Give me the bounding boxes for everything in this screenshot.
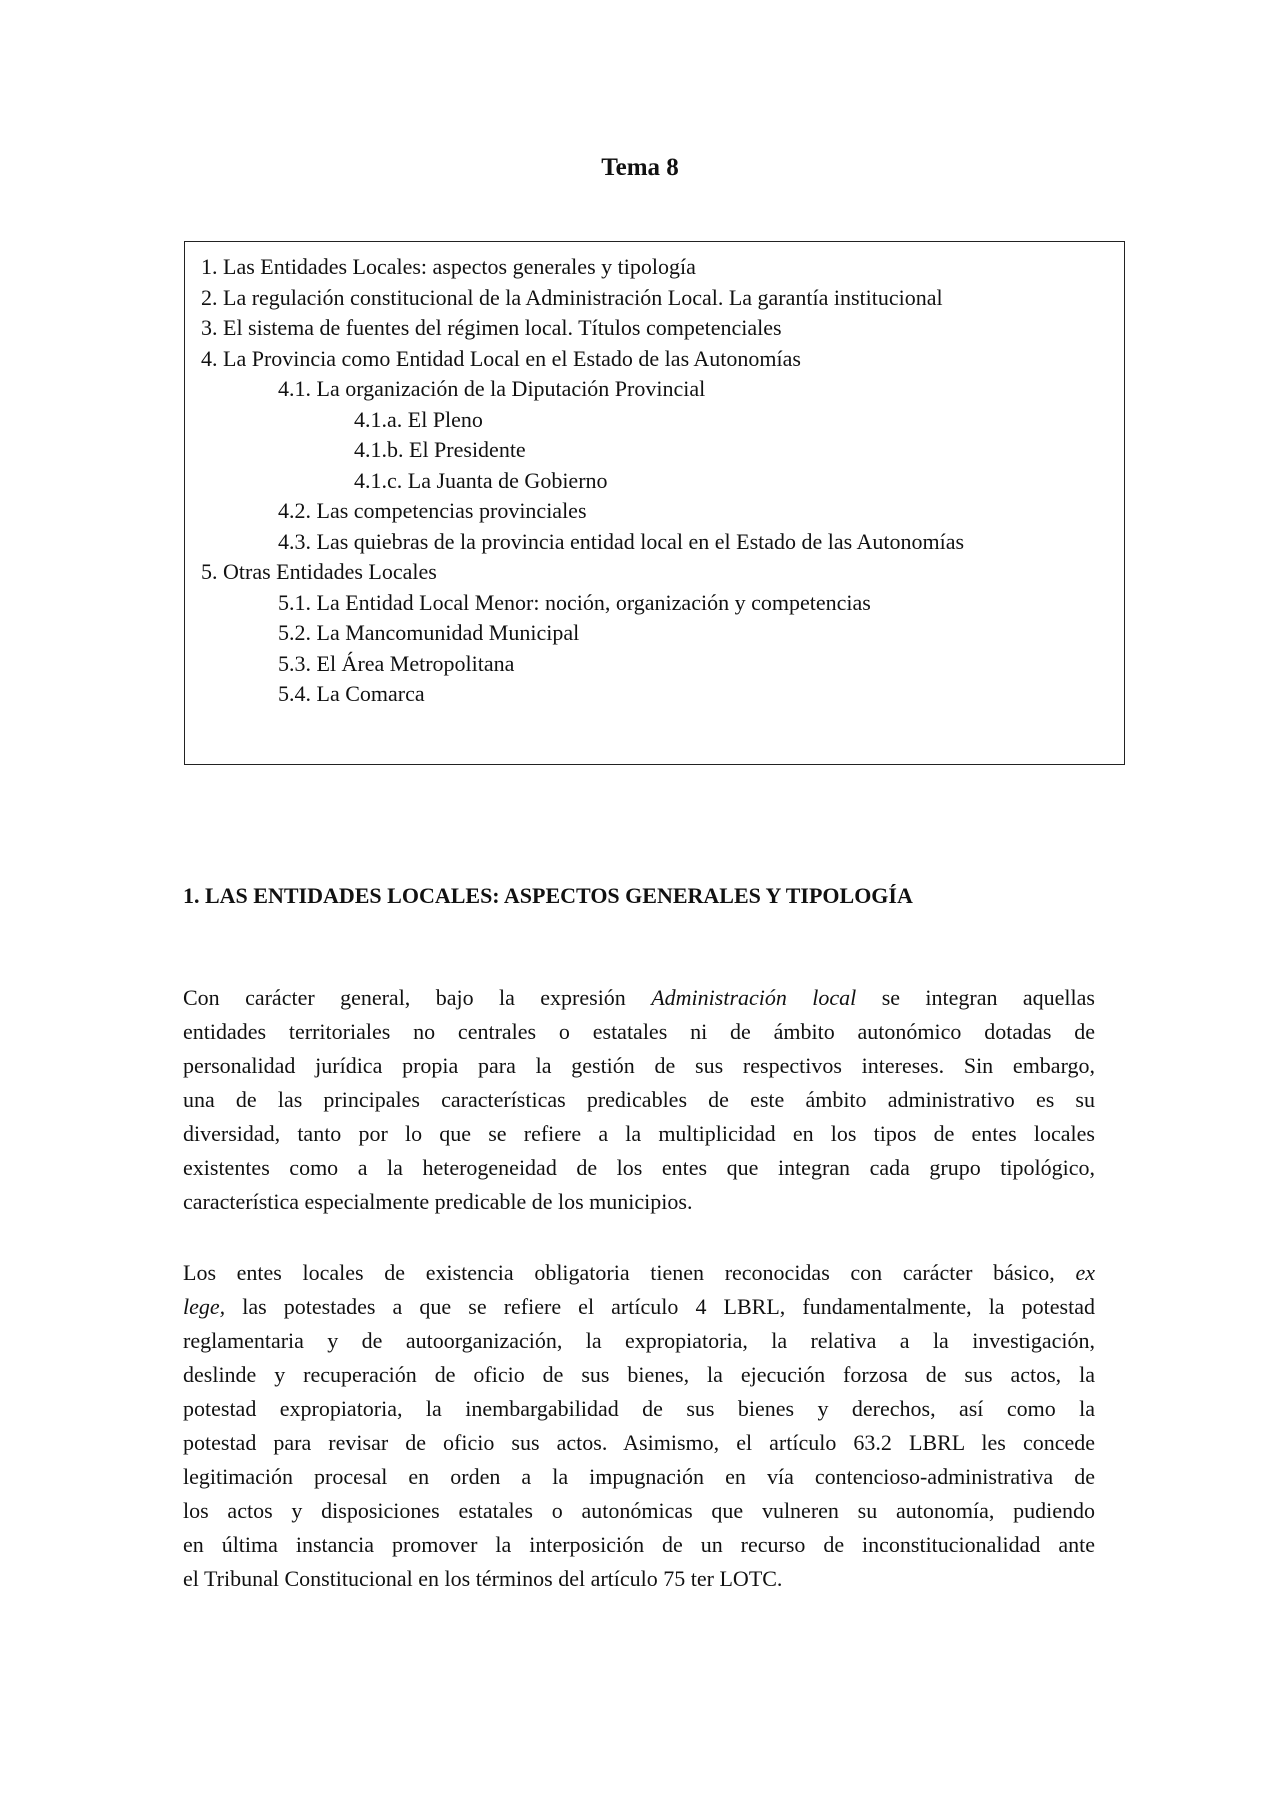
paragraph-line bbox=[183, 1324, 1095, 1358]
text-run: potestad para revisar de oficio sus actos. Asimismo, el artículo 63.2 LBRL les concede bbox=[183, 1430, 1095, 1455]
text-run: existentes como a la heterogeneidad de los entes que integran cada grupo tipológico, bbox=[183, 1155, 1095, 1180]
paragraph-line bbox=[183, 1083, 1095, 1117]
text-run: en última instancia promover la interposición de un recurso de inconstitucionalidad ante bbox=[183, 1532, 1095, 1557]
toc-item: 4.1.b. El Presidente bbox=[354, 437, 526, 462]
text-run: el Tribunal Constitucional en los términos del artículo 75 ter LOTC. bbox=[183, 1566, 783, 1591]
toc-item: 4.1. La organización de la Diputación Provincial bbox=[278, 376, 706, 401]
text-run: reglamentaria y de autoorganización, la expropiatoria, la relativa a la investigación, bbox=[183, 1328, 1095, 1353]
toc-item: 5.2. La Mancomunidad Municipal bbox=[278, 620, 580, 645]
toc-item: 1. Las Entidades Locales: aspectos generales y tipología bbox=[201, 254, 696, 279]
paragraph-line bbox=[183, 1049, 1095, 1083]
text-run: los actos y disposiciones estatales o autonómicas que vulneren su autonomía, pudiendo bbox=[183, 1498, 1095, 1523]
text-run: personalidad jurídica propia para la gestión de sus respectivos intereses. Sin embargo, bbox=[183, 1053, 1095, 1078]
paragraph-line bbox=[183, 1426, 1095, 1460]
toc-item: 2. La regulación constitucional de la Administración Local. La garantía institucional bbox=[201, 284, 943, 310]
text-run: legitimación procesal en orden a la impugnación en vía contencioso-administrativa de bbox=[183, 1464, 1095, 1489]
text-run: potestad expropiatoria, la inembargabilidad de sus bienes y derechos, así como la bbox=[183, 1396, 1095, 1421]
text-run: diversidad, tanto por lo que se refiere a la multiplicidad en los tipos de entes locales bbox=[183, 1121, 1095, 1146]
toc-item: 4.1.c. La Juanta de Gobierno bbox=[354, 467, 608, 493]
italic-text: lege, bbox=[183, 1294, 226, 1319]
document-title: Tema 8 bbox=[601, 154, 679, 181]
paragraph-line bbox=[183, 1358, 1095, 1392]
toc-item: 5.3. El Área Metropolitana bbox=[278, 650, 515, 676]
paragraph-line bbox=[183, 1185, 1095, 1219]
toc-item: 3. El sistema de fuentes del régimen local. Títulos competenciales bbox=[201, 315, 782, 340]
toc-item: 5. Otras Entidades Locales bbox=[201, 559, 437, 584]
toc-item: 4.3. Las quiebras de la provincia entidad local en el Estado de las Autonomías bbox=[278, 528, 965, 554]
toc-item: 4. La Provincia como Entidad Local en el Estado de las Autonomías bbox=[201, 345, 801, 371]
paragraph-line bbox=[183, 1460, 1095, 1494]
paragraph-line bbox=[183, 1290, 1095, 1324]
text-run: Con carácter general, bajo la expresión bbox=[183, 985, 652, 1010]
italic-text: Administración local bbox=[651, 985, 857, 1010]
paragraph-line bbox=[183, 1256, 1095, 1290]
paragraph-line bbox=[183, 1015, 1095, 1049]
text-run: Los entes locales de existencia obligatoria tienen reconocidas con carácter básico, bbox=[183, 1260, 1076, 1285]
text-run: las potestades a que se refiere el artículo 4 LBRL, fundamentalmente, la potestad bbox=[225, 1294, 1095, 1319]
text-run: característica especialmente predicable de los municipios. bbox=[183, 1189, 693, 1214]
body-paragraph-1 bbox=[183, 981, 1095, 1219]
paragraph-line bbox=[183, 1117, 1095, 1151]
paragraph-line bbox=[183, 1528, 1095, 1562]
table-of-contents-box bbox=[184, 241, 1125, 765]
paragraph-line bbox=[183, 1494, 1095, 1528]
text-run: una de las principales características predicables de este ámbito administrativo es su bbox=[183, 1087, 1095, 1112]
text-run: entidades territoriales no centrales o estatales ni de ámbito autonómico dotadas de bbox=[183, 1019, 1095, 1044]
italic-text: ex bbox=[1075, 1260, 1095, 1285]
body-paragraph-2 bbox=[183, 1256, 1095, 1596]
toc-item: 4.1.a. El Pleno bbox=[354, 406, 483, 432]
paragraph-line bbox=[183, 1151, 1095, 1185]
paragraph-line bbox=[183, 1392, 1095, 1426]
toc-item: 5.1. La Entidad Local Menor: noción, organización y competencias bbox=[278, 589, 871, 615]
section-heading: 1. LAS ENTIDADES LOCALES: ASPECTOS GENERALES Y TIPOLOGÍA bbox=[183, 883, 913, 908]
paragraph-line bbox=[183, 1562, 1095, 1596]
text-run: deslinde y recuperación de oficio de sus bienes, la ejecución forzosa de sus actos, la bbox=[183, 1362, 1095, 1387]
toc-item: 5.4. La Comarca bbox=[278, 681, 425, 706]
toc-item: 4.2. Las competencias provinciales bbox=[278, 498, 587, 523]
text-run: se integran aquellas bbox=[856, 985, 1095, 1010]
paragraph-line bbox=[183, 981, 1095, 1015]
